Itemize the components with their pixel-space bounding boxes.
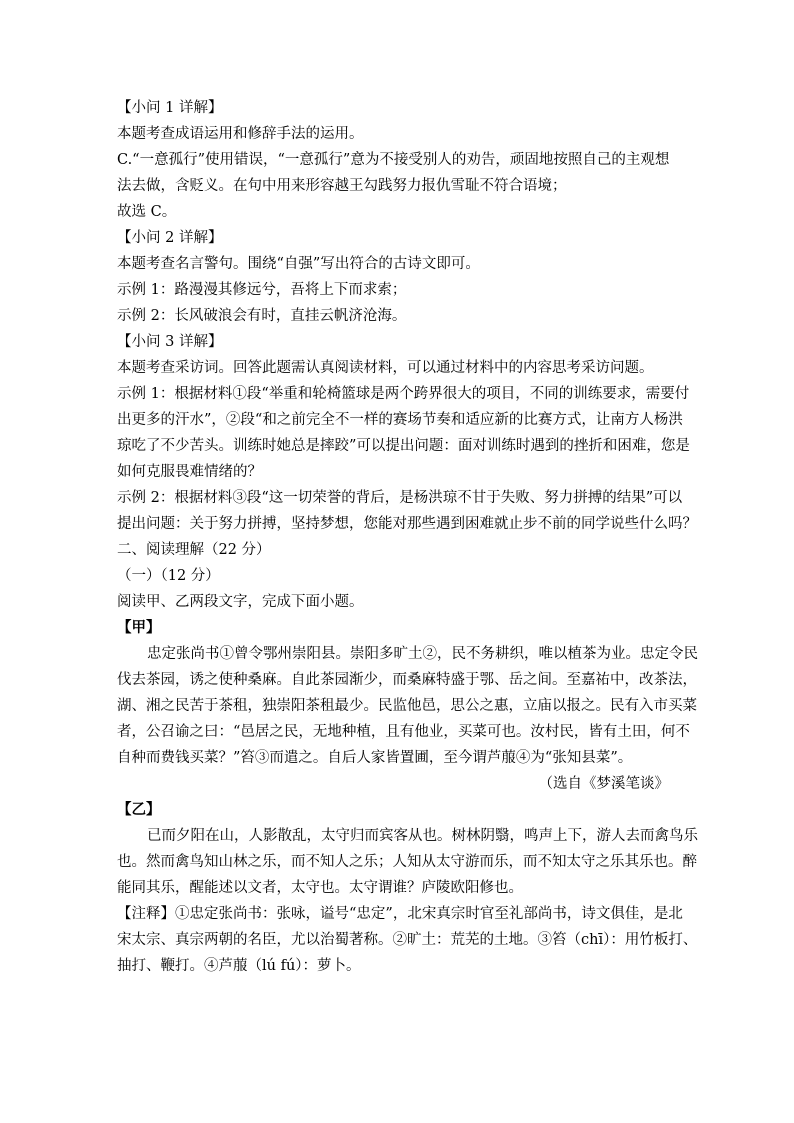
text-line: 如何克服畏难情绪的？ xyxy=(117,464,262,480)
subsection-title: （一）（12 分） xyxy=(117,568,220,584)
text-line: 示例 2：长风破浪会有时，直挂云帆济沧海。 xyxy=(117,308,407,324)
text-line: 示例 1：根据材料①段“举重和轮椅篮球是两个跨界很大的项目，不同的训练要求，需要付 xyxy=(117,386,690,402)
instruction-text: 阅读甲、乙两段文字，完成下面小题。 xyxy=(117,594,364,610)
text-line: 琼吃了不少苦头。训练时她总是摔跤”可以提出问题：面对训练时遇到的挫折和困难，您是 xyxy=(117,438,690,454)
passage-line: 湖、湘之民苦于茶租，独崇阳茶租最少。民监他邑，思公之惠，立庙以报之。民有入市买菜 xyxy=(117,698,697,714)
passage-line: 伐去茶园，诱之使种桑麻。自此茶园渐少，而桑麻特盛于鄂、岳之间。至嘉祐中，改茶法， xyxy=(117,672,697,688)
text-line: 故选 C。 xyxy=(117,204,177,220)
annotation-line: 抽打、鞭打。④芦菔（lú fú）：萝卜。 xyxy=(117,958,361,974)
text-line: 示例 2：根据材料③段“这一切荣誉的背后，是杨洪琼不甘于失败、努力拼搏的结果”可以 xyxy=(117,490,683,506)
passage-label-jia: 【甲】 xyxy=(117,619,161,636)
section-heading-q3: 【小问 3 详解】 xyxy=(117,334,223,350)
section-title-reading: 二、阅读理解（22 分） xyxy=(117,542,271,558)
text-line: C.“一意孤行”使用错误，“一意孤行”意为不接受别人的劝告，顽固地按照自己的主观想 xyxy=(117,152,670,168)
text-line: 法去做，含贬义。在句中用来形容越王勾践努力报仇雪耻不符合语境； xyxy=(117,178,567,194)
section-heading-q2: 【小问 2 详解】 xyxy=(117,230,223,246)
text-line: 本题考查采访词。回答此题需认真阅读材料，可以通过材料中的内容思考采访问题。 xyxy=(117,360,654,376)
text-line: 示例 1：路漫漫其修远兮，吾将上下而求索； xyxy=(117,282,407,298)
text-line: 提出问题：关于努力拼搏，坚持梦想，您能对那些遇到困难就止步不前的同学说些什么吗？ xyxy=(117,516,697,532)
passage-label-yi: 【乙】 xyxy=(117,801,161,818)
passage-line: 忠定张尚书①曾令鄂州崇阳县。崇阳多旷土②，民不务耕织，唯以植茶为业。忠定令民 xyxy=(147,646,698,662)
passage-line: 能同其乐，醒能述以文者，太守也。太守谓谁？庐陵欧阳修也。 xyxy=(117,880,523,896)
annotation-line: 【注释】①忠定张尚书：张咏，谥号“忠定”，北宋真宗时官至礼部尚书，诗文俱佳，是北 xyxy=(117,906,683,922)
document-page xyxy=(117,95,698,979)
text-line: 本题考查成语运用和修辞手法的运用。 xyxy=(117,126,364,142)
passage-line: 者，公召谕之曰：“邑居之民，无地种植，且有他业，买菜可也。汝村民，皆有土田，何不 xyxy=(117,724,690,740)
text-line: 本题考查名言警句。围绕“自强”写出符合的古诗文即可。 xyxy=(117,256,480,272)
passage-line: 自种而费钱买菜？”笞③而遣之。自后人家皆置圃，至今谓芦菔④为“张知县菜”。 xyxy=(117,750,633,766)
passage-line: 已而夕阳在山，人影散乱，太守归而宾客从也。树林阴翳，鸣声上下，游人去而禽鸟乐 xyxy=(147,828,698,844)
passage-line: 也。然而禽鸟知山林之乐，而不知人之乐；人知从太守游而乐，而不知太守之乐其乐也。醉 xyxy=(117,854,697,870)
section-heading-q1: 【小问 1 详解】 xyxy=(117,100,223,116)
annotation-line: 宋太宗、真宗两朝的名臣，尤以治蜀著称。②旷土：荒芜的土地。③笞（chī）：用竹板打、 xyxy=(117,932,698,948)
text-line: 出更多的汗水”，②段“和之前完全不一样的赛场节奏和适应新的比赛方式，让南方人杨洪 xyxy=(117,412,683,428)
passage-source: （选自《梦溪笔谈》 xyxy=(538,776,669,792)
